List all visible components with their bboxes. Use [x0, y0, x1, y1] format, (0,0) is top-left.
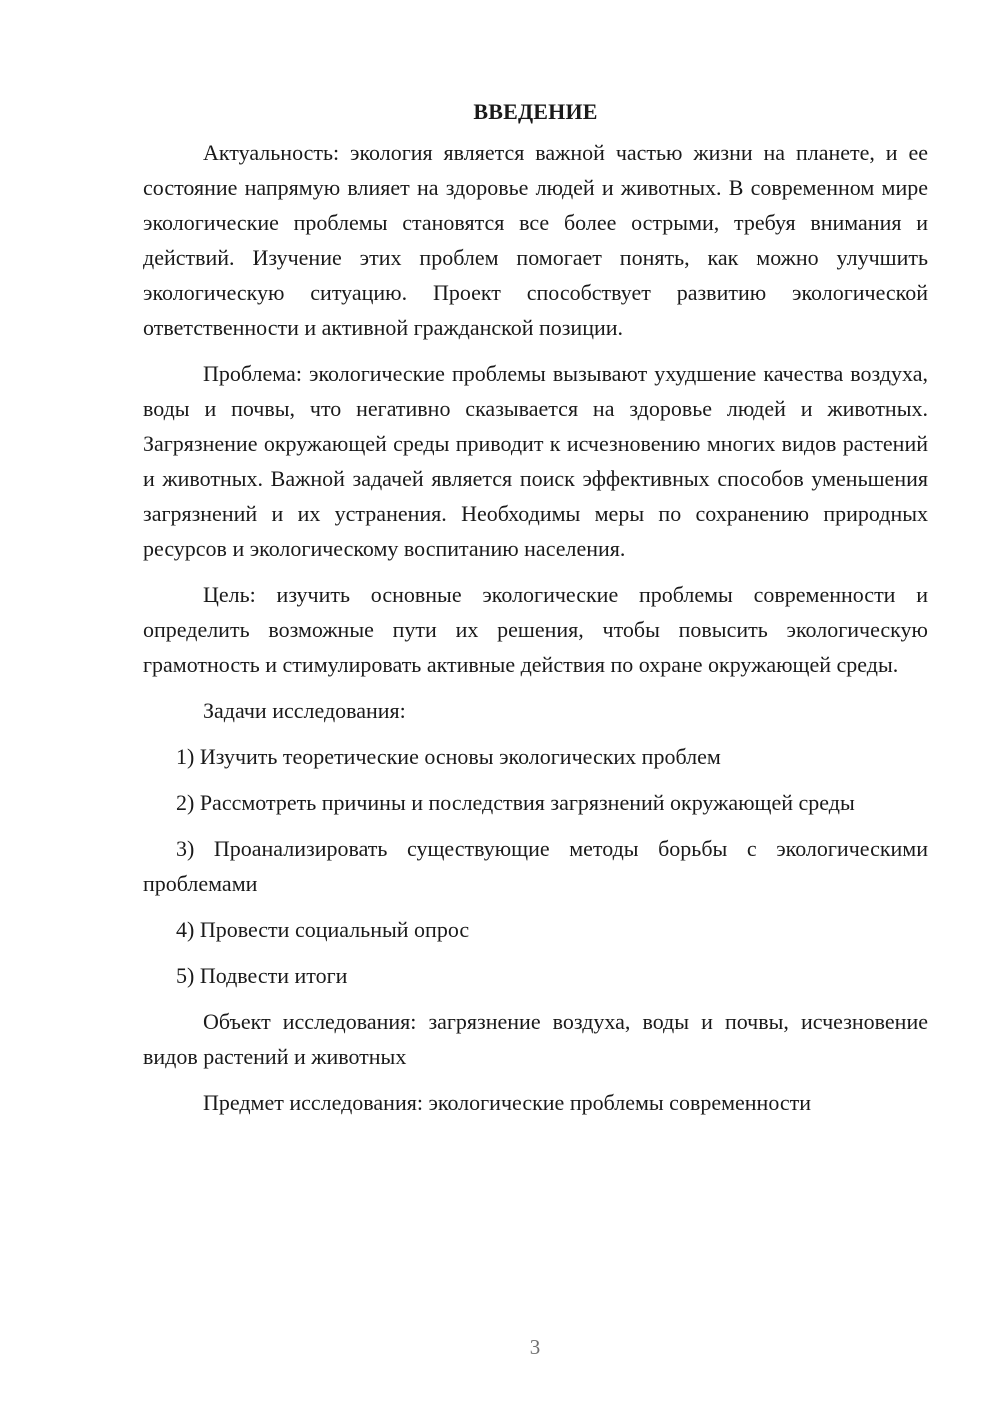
tasks-heading: Задачи исследования:	[203, 698, 406, 723]
task-item-1: 1) Изучить теоретические основы экологических проблем	[176, 744, 721, 769]
task-item-3: 3) Проанализировать существующие методы борьбы с экологическими проблемами	[143, 836, 928, 896]
page-number: 3	[529, 1335, 541, 1359]
section-heading: ВВЕДЕНИЕ	[473, 99, 598, 124]
paragraph-problem: Проблема: экологические проблемы вызывают ухудшение качества воздуха, воды и почвы, что негативно сказывается на здоровье людей и животных. Загрязнение окружающей среды приводит к исчезновению многих видов растений и животных. Важной задачей является поиск эффективных способов уменьшения загрязнений и их устранения. Необходимы меры по сохранению природных ресурсов и экологическому воспитанию населения.	[143, 361, 928, 561]
page-content	[143, 94, 928, 1120]
paragraph-relevance: Актуальность: экология является важной частью жизни на планете, и ее состояние напрямую влияет на здоровье людей и животных. В современном мире экологические проблемы становятся все более острыми, требуя внимания и действий. Изучение этих проблем помогает понять, как можно улучшить экологическую ситуацию. Проект способствует развитию экологической ответственности и активной гражданской позиции.	[143, 140, 928, 340]
paragraph-object: Объект исследования: загрязнение воздуха, воды и почвы, исчезновение видов растений и животных	[143, 1009, 928, 1069]
paragraph-subject: Предмет исследования: экологические проблемы современности	[203, 1090, 812, 1115]
task-item-4: 4) Провести социальный опрос	[176, 917, 470, 942]
task-item-2: 2) Рассмотреть причины и последствия загрязнений окружающей среды	[176, 790, 855, 815]
paragraph-goal: Цель: изучить основные экологические проблемы современности и определить возможные пути их решения, чтобы повысить экологическую грамотность и стимулировать активные действия по охране окружающей среды.	[143, 582, 928, 677]
task-item-5: 5) Подвести итоги	[176, 963, 348, 988]
